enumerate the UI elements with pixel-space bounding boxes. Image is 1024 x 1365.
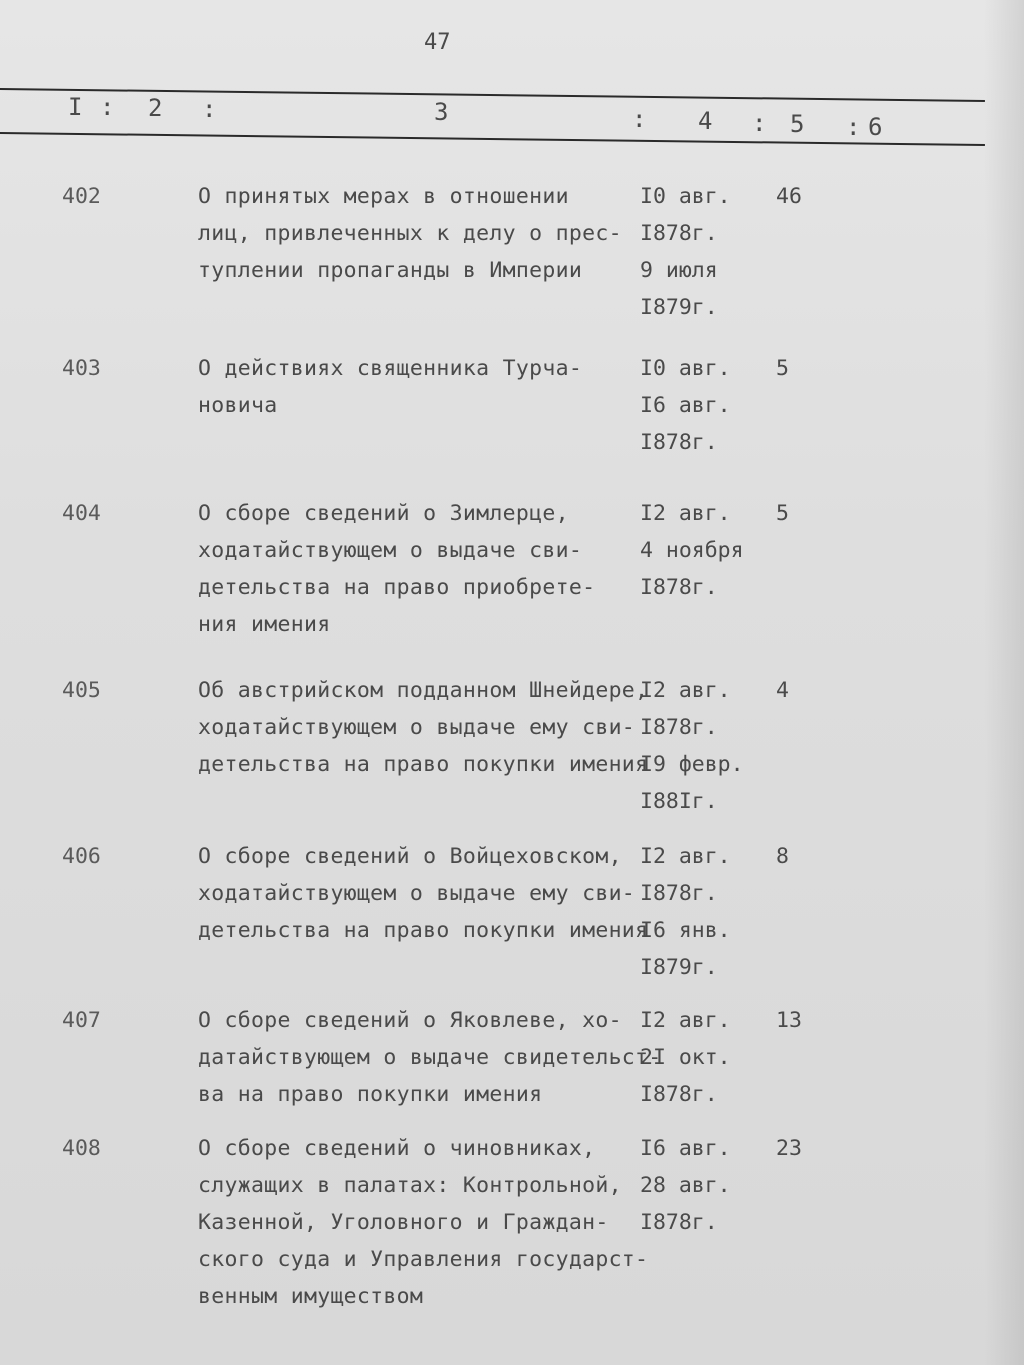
- entry-sheet-count: 23: [776, 1136, 802, 1161]
- date-line: I878г.: [640, 575, 718, 600]
- entry-sheet-count: 46: [776, 184, 802, 209]
- description-line: О принятых мерах в отношении: [198, 184, 569, 209]
- date-line: I6 авг.: [640, 393, 731, 418]
- header-col-4: 4: [698, 107, 713, 135]
- description-line: О сборе сведений о Войцеховском,: [198, 844, 622, 869]
- entry-description: [198, 495, 638, 643]
- date-line: I6 авг.: [640, 1136, 731, 1161]
- description-line: венным имуществом: [198, 1284, 424, 1309]
- header-bottom-rule: [0, 132, 985, 146]
- description-line: ходатайствующем о выдаче ему сви-: [198, 715, 636, 740]
- date-line: I0 авг.: [640, 356, 731, 381]
- entry-number: 406: [62, 844, 101, 869]
- header-col-6: 6: [868, 113, 883, 141]
- description-line: ходатайствующем о выдаче сви-: [198, 538, 583, 563]
- header-col-3: 3: [434, 98, 449, 126]
- header-sep-2: :: [202, 95, 217, 123]
- entry-dates: [640, 350, 731, 461]
- entry-description: [198, 838, 649, 949]
- entry-dates: [640, 1002, 731, 1113]
- entry-dates: [640, 178, 731, 326]
- entry-dates: [640, 1130, 731, 1241]
- entry-number: 408: [62, 1136, 101, 1161]
- date-line: I879г.: [640, 955, 718, 980]
- date-line: I878г.: [640, 881, 718, 906]
- page-number: 47: [424, 30, 451, 55]
- header-col-5: 5: [790, 110, 805, 138]
- description-line: Об австрийском подданном Шнейдере,: [198, 678, 649, 703]
- date-line: I878г.: [640, 1082, 718, 1107]
- description-line: детельства на право покупки имения: [198, 918, 649, 943]
- date-line: 2I окт.: [640, 1045, 731, 1070]
- date-line: 28 авг.: [640, 1173, 731, 1198]
- header-sep-1: :: [100, 93, 115, 121]
- header-sep-5: :: [846, 113, 861, 141]
- description-line: О сборе сведений о Зимлерце,: [198, 501, 569, 526]
- description-line: О действиях священника Турча-: [198, 356, 583, 381]
- description-line: новича: [198, 393, 278, 418]
- description-line: ва на право покупки имения: [198, 1082, 543, 1107]
- description-line: детельства на право покупки имения: [198, 752, 649, 777]
- description-line: О сборе сведений о Яковлеве, хо-: [198, 1008, 622, 1033]
- entry-description: [198, 1002, 662, 1113]
- date-line: I879г.: [640, 295, 718, 320]
- date-line: I88Iг.: [640, 789, 718, 814]
- entry-sheet-count: 5: [776, 356, 789, 381]
- header-sep-3: :: [632, 105, 647, 133]
- date-line: I878г.: [640, 430, 718, 455]
- date-line: I2 авг.: [640, 501, 731, 526]
- description-line: Казенной, Уголовного и Граждан-: [198, 1210, 609, 1235]
- entry-number: 404: [62, 501, 101, 526]
- entry-number: 403: [62, 356, 101, 381]
- date-line: I2 авг.: [640, 1008, 731, 1033]
- description-line: служащих в палатах: Контрольной,: [198, 1173, 622, 1198]
- date-line: 9 июля: [640, 258, 718, 283]
- date-line: I6 янв.: [640, 918, 731, 943]
- description-line: ского суда и Управления государст-: [198, 1247, 649, 1272]
- entry-dates: [640, 495, 744, 606]
- header-col-1: I: [68, 93, 83, 121]
- entry-description: [198, 350, 638, 424]
- date-line: I878г.: [640, 221, 718, 246]
- description-line: лиц, привлеченных к делу о прес-: [198, 221, 622, 246]
- entry-sheet-count: 4: [776, 678, 789, 703]
- entry-sheet-count: 5: [776, 501, 789, 526]
- date-line: I878г.: [640, 715, 718, 740]
- entry-dates: [640, 838, 731, 986]
- header-col-2: 2: [148, 94, 163, 122]
- date-line: I0 авг.: [640, 184, 731, 209]
- header-sep-4: :: [752, 109, 767, 137]
- entry-number: 402: [62, 184, 101, 209]
- entry-sheet-count: 13: [776, 1008, 802, 1033]
- entry-sheet-count: 8: [776, 844, 789, 869]
- description-line: О сборе сведений о чиновниках,: [198, 1136, 596, 1161]
- description-line: ния имения: [198, 612, 331, 637]
- entry-description: [198, 178, 638, 289]
- entry-dates: [640, 672, 744, 820]
- description-line: датайствующем о выдаче свидетельст-: [198, 1045, 662, 1070]
- entry-number: 407: [62, 1008, 101, 1033]
- description-line: туплении пропаганды в Империи: [198, 258, 583, 283]
- description-line: ходатайствующем о выдаче ему сви-: [198, 881, 636, 906]
- entry-description: [198, 1130, 649, 1315]
- entry-description: [198, 672, 649, 783]
- description-line: детельства на право приобрете-: [198, 575, 596, 600]
- date-line: I9 февр.: [640, 752, 744, 777]
- entry-number: 405: [62, 678, 101, 703]
- date-line: I878г.: [640, 1210, 718, 1235]
- date-line: 4 ноября: [640, 538, 744, 563]
- date-line: I2 авг.: [640, 678, 731, 703]
- date-line: I2 авг.: [640, 844, 731, 869]
